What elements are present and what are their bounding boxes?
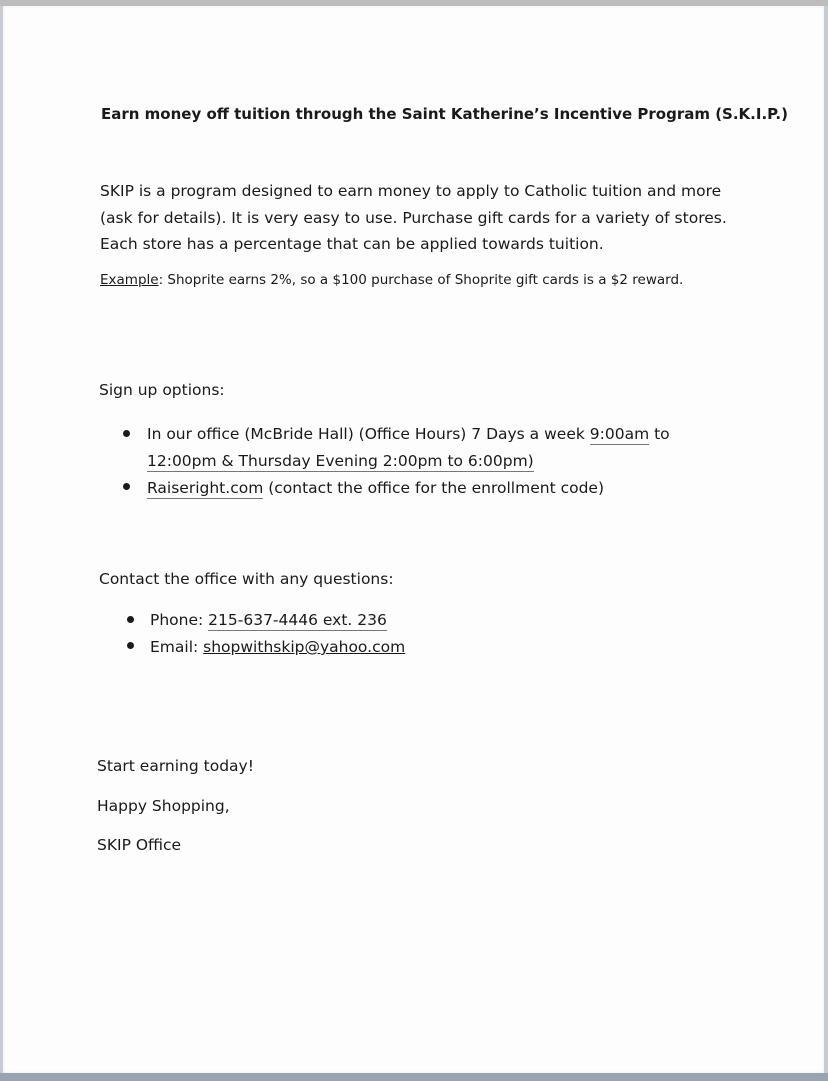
closing-line-2: Happy Shopping, [97,797,230,815]
example-label: Example [100,272,159,288]
intro-line-1: SKIP is a program designed to earn money to apply to Catholic tuition and more [100,182,722,200]
office-open-time: 9:00am [589,425,650,443]
example-text: : Shoprite earns 2%, so a $100 purchase of Shoprite gift cards is a $2 reward. [158,272,684,288]
office-hours-detail: 12:00pm & Thursday Evening 2:00pm to 6:00pm) [147,452,534,470]
email-line [150,637,405,657]
phone-line [150,610,387,630]
signup-heading: Sign up options: [99,381,225,399]
signature: SKIP Office [97,836,182,854]
bullet-icon [127,642,134,649]
office-option-line-1 [147,424,670,444]
phone-label: Phone: [150,611,209,629]
office-option-suffix: to [649,425,670,443]
intro-line-2: (ask for details). It is very easy to use. Purchase gift cards for a variety of stores. [100,208,727,227]
bullet-icon [127,616,134,623]
bullet-icon [123,483,130,490]
closing-line-1: Start earning today! [97,757,254,775]
intro-line-3: Each store has a percentage that can be applied towards tuition. [100,235,604,253]
document-title: Earn money off tuition through the Saint Katherine’s Incentive Program (S.K.I.P.) [101,105,788,123]
phone-number[interactable]: 215-637-4446 ext. 236 [208,611,387,629]
scan-bottom-edge [0,1073,828,1081]
document-page [3,6,824,1073]
example-line [100,270,683,290]
intro-paragraph [100,178,740,258]
office-option-line-2 [147,451,534,471]
office-option-prefix: In our office (McBride Hall) (Office Hours) 7 Days a week [147,425,590,443]
bullet-icon [123,430,130,437]
contact-heading: Contact the office with any questions: [99,570,394,588]
email-label: Email: [150,638,204,656]
online-option [147,478,604,498]
online-option-text: (contact the office for the enrollment code) [263,479,605,497]
raiseright-link[interactable]: Raiseright.com [147,479,264,497]
email-link[interactable]: shopwithskip@yahoo.com [203,638,406,656]
